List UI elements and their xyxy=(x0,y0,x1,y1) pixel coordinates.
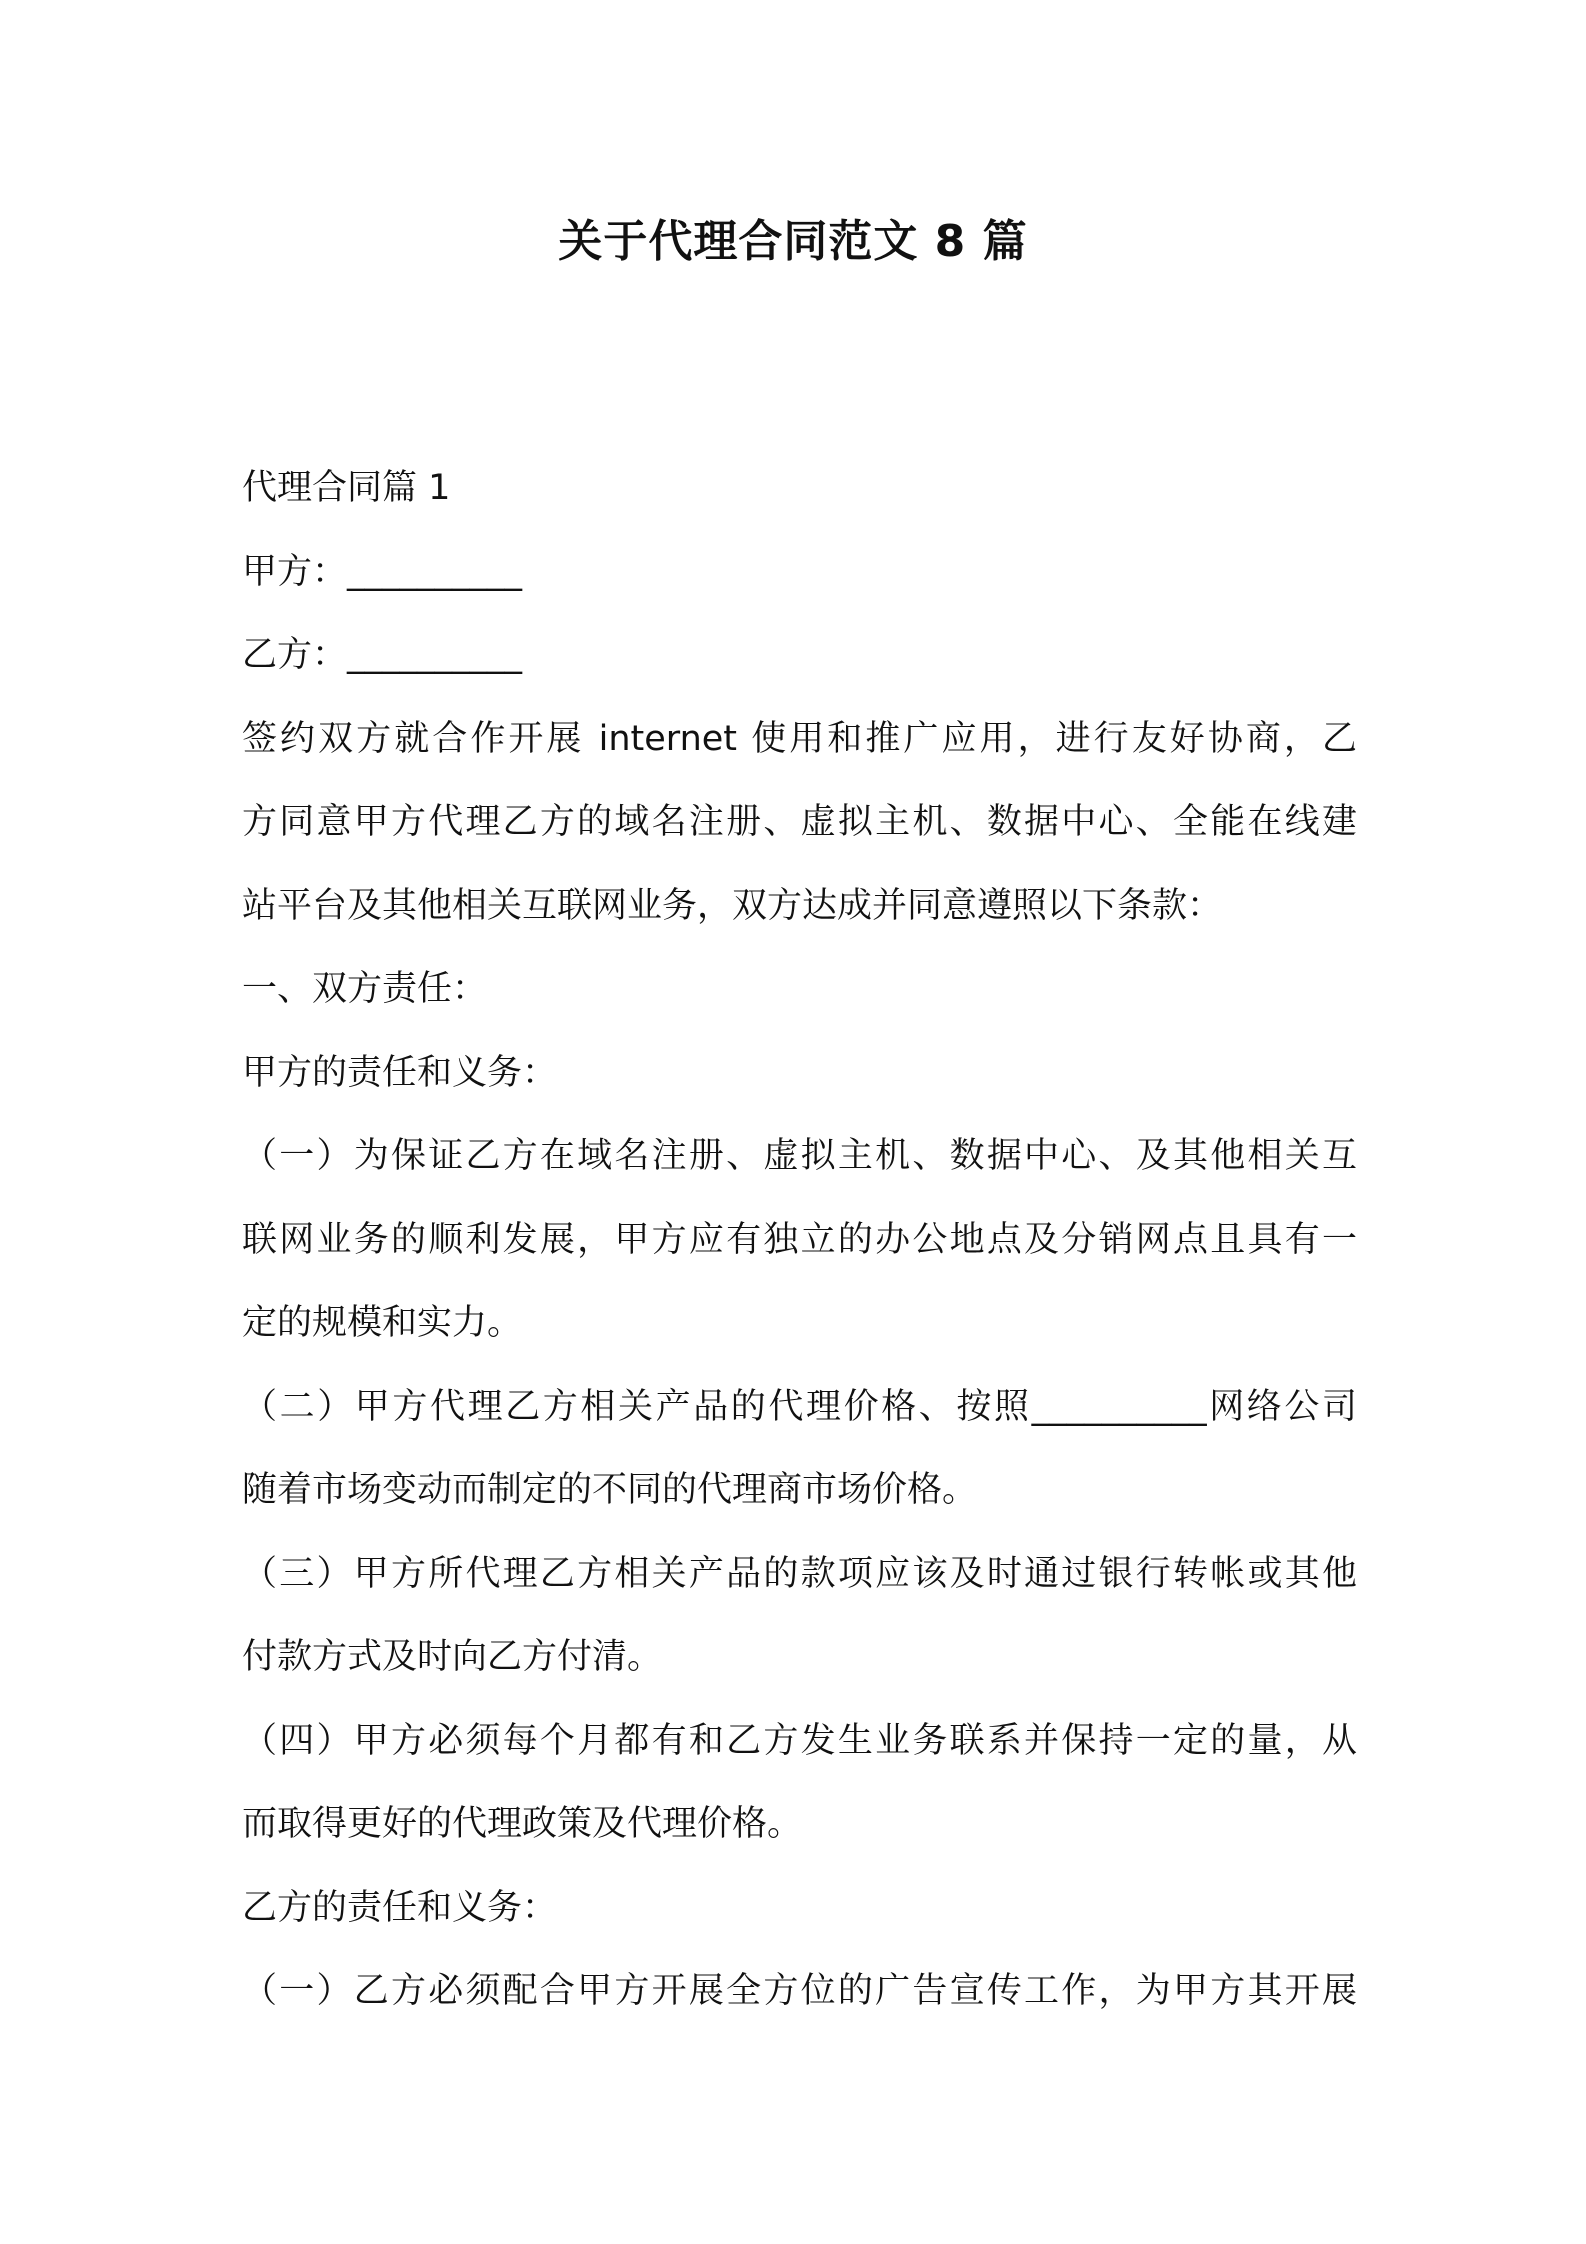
party-a-line: 甲方：__________ xyxy=(242,551,523,592)
document-body xyxy=(242,447,1357,2034)
paragraph-line: 而取得更好的代理政策及代理价格。 xyxy=(242,1804,803,1844)
paragraph-line: 方同意甲方代理乙方的域名注册、虚拟主机、数据中心、全能在线建 xyxy=(242,802,1357,842)
paragraph-line: 定的规模和实力。 xyxy=(242,1303,523,1343)
paragraph-line: 联网业务的顺利发展，甲方应有独立的办公地点及分销网点且具有一 xyxy=(242,1219,1357,1260)
paragraph-line: 付款方式及时向乙方付清。 xyxy=(242,1637,663,1677)
paragraph-line: 签约双方就合作开展 internet 使用和推广应用，进行友好协商，乙 xyxy=(242,718,1357,759)
paragraph-line: （二）甲方代理乙方相关产品的代理价格、按照__________网络公司 xyxy=(242,1386,1357,1427)
paragraph-line: 随着市场变动而制定的不同的代理商市场价格。 xyxy=(242,1470,978,1510)
subheading: 甲方的责任和义务： xyxy=(242,1052,558,1093)
paragraph-line: （四）甲方必须每个月都有和乙方发生业务联系并保持一定的量，从 xyxy=(242,1720,1357,1761)
party-b-line: 乙方：__________ xyxy=(242,635,523,675)
paragraph-line: 站平台及其他相关互联网业务，双方达成并同意遵照以下条款： xyxy=(242,885,1223,926)
paragraph-line: （一）为保证乙方在域名注册、虚拟主机、数据中心、及其他相关互 xyxy=(242,1136,1357,1176)
paragraph-line: （一）乙方必须配合甲方开展全方位的广告宣传工作，为甲方其开展 xyxy=(242,1971,1357,2011)
subheading: 乙方的责任和义务： xyxy=(242,1887,558,1928)
document-title: 关于代理合同范文 8 篇 xyxy=(558,216,1028,267)
paragraph-line: （三）甲方所代理乙方相关产品的款项应该及时通过银行转帐或其他 xyxy=(242,1553,1357,1594)
section-heading: 代理合同篇 1 xyxy=(242,468,451,508)
clause-heading: 一、双方责任： xyxy=(242,969,488,1009)
